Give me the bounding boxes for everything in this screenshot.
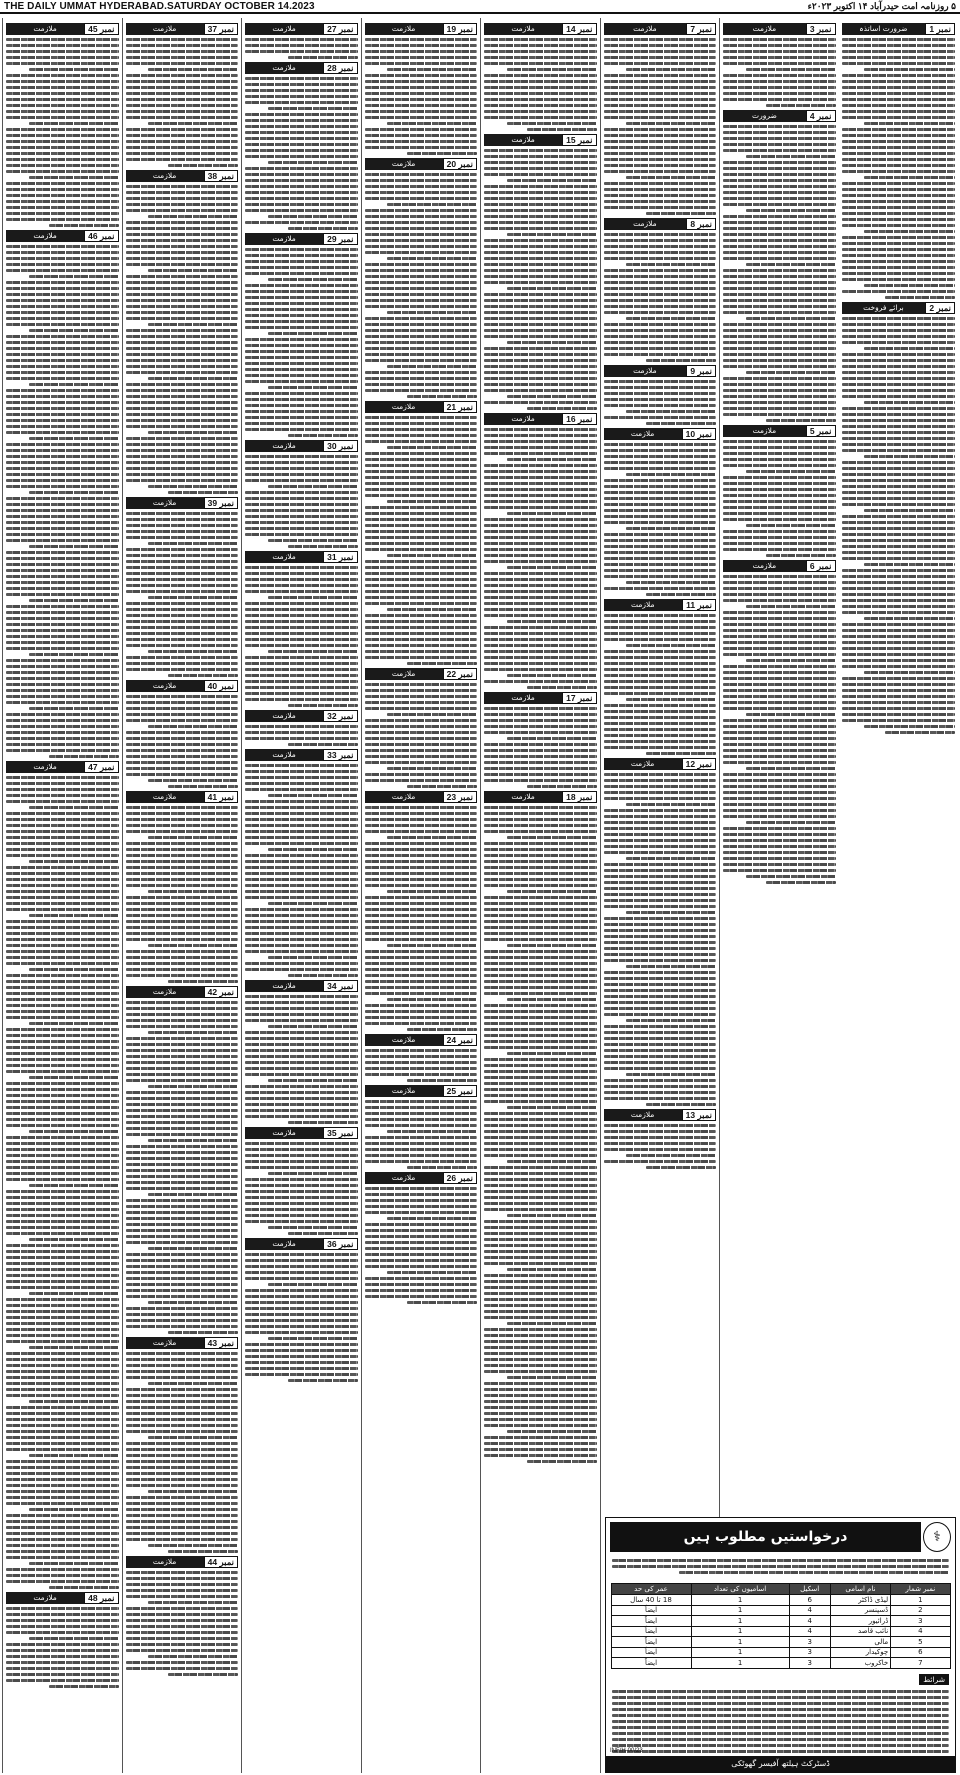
ad-number: نمبر 15 [562, 134, 596, 146]
column-2 [719, 18, 839, 1773]
table-cell: 6 [789, 1595, 830, 1606]
ad-body [604, 380, 717, 425]
masthead [0, 0, 960, 14]
ad-heading [245, 980, 358, 992]
ad-heading [6, 23, 119, 35]
ad-heading [6, 761, 119, 773]
ad-body [842, 38, 956, 299]
ad-category: ملازمت [245, 233, 323, 245]
ad-category: ملازمت [245, 710, 323, 722]
ad-category: ملازمت [484, 134, 562, 146]
ad-body [126, 1571, 239, 1676]
table-cell: لیڈی ڈاکٹر [830, 1595, 890, 1606]
job-ad-intro [606, 1552, 955, 1581]
ad-body [723, 125, 836, 422]
ad-category: ملازمت [484, 692, 562, 704]
ad-body [604, 614, 717, 755]
ad-category: ملازمت [484, 23, 562, 35]
ad-body [365, 1187, 478, 1304]
ad-heading [842, 23, 956, 35]
table-cell: 18 تا 40 سال [611, 1595, 691, 1606]
ad-heading [126, 680, 239, 692]
ad-body [365, 416, 478, 665]
table-cell: خاکروب [830, 1658, 890, 1669]
ad-body [604, 443, 717, 596]
ad-body [842, 317, 956, 734]
ad-category: ملازمت [365, 668, 443, 680]
table-row [611, 1658, 950, 1669]
job-table-header: اسکیل [789, 1584, 830, 1595]
column-4 [480, 18, 600, 1773]
ad-body [245, 38, 358, 59]
ad-body [126, 38, 239, 167]
ad-body [6, 1607, 119, 1688]
table-cell: 1 [691, 1605, 789, 1616]
ad-heading [245, 440, 358, 452]
ad-body [245, 77, 358, 230]
ad-category: ملازمت [604, 365, 687, 377]
ad-number: نمبر 34 [323, 980, 357, 992]
ad-category: ملازمت [604, 218, 687, 230]
ad-number: نمبر 33 [323, 749, 357, 761]
ad-category: ملازمت [245, 980, 323, 992]
ad-body [484, 149, 597, 410]
ad-body [604, 38, 717, 215]
column-3 [600, 18, 720, 1773]
ad-category: ملازمت [6, 230, 84, 242]
ad-category: ملازمت [245, 23, 323, 35]
table-cell: 4 [789, 1605, 830, 1616]
ad-heading [245, 1238, 358, 1250]
ad-category: ضرورت اساتذہ [842, 23, 926, 35]
column-1 [839, 18, 959, 1773]
ad-heading [245, 23, 358, 35]
job-ad-reference: INF/H-00/23 [610, 1748, 643, 1754]
ad-heading [6, 230, 119, 242]
ad-number: نمبر 42 [204, 986, 238, 998]
job-ad-title: درخواستیں مطلوب ہیں [610, 1522, 921, 1552]
ad-category: ملازمت [484, 791, 562, 803]
ad-body [126, 1352, 239, 1553]
ad-heading [365, 668, 478, 680]
ad-number: نمبر 35 [323, 1127, 357, 1139]
ad-category: ملازمت [245, 749, 323, 761]
table-cell: چوکیدار [830, 1647, 890, 1658]
ad-number: نمبر 8 [686, 218, 716, 230]
job-ad-footer: ڈسٹرکٹ ہیلتھ آفیسر گھوٹکی [606, 1756, 955, 1772]
ad-number: نمبر 11 [682, 599, 716, 611]
ad-category: ملازمت [245, 440, 323, 452]
table-cell: ڈسپنسر [830, 1605, 890, 1616]
table-cell: ایضاً [611, 1605, 691, 1616]
ad-heading [245, 710, 358, 722]
ad-heading [126, 170, 239, 182]
ad-heading [126, 986, 239, 998]
ad-category: ملازمت [365, 158, 443, 170]
ad-category: ملازمت [484, 413, 562, 425]
ad-number: نمبر 14 [562, 23, 596, 35]
ad-category: ملازمت [245, 1127, 323, 1139]
table-row [611, 1616, 950, 1627]
ad-number: نمبر 7 [686, 23, 716, 35]
ad-heading [126, 1337, 239, 1349]
ad-category: برائے فروخت [842, 302, 926, 314]
table-cell: 3 [789, 1658, 830, 1669]
ad-category: ملازمت [604, 23, 687, 35]
ad-number: نمبر 48 [84, 1592, 118, 1604]
ad-heading [245, 749, 358, 761]
column-7 [122, 18, 242, 1773]
table-cell: 1 [691, 1647, 789, 1658]
ad-heading [365, 1172, 478, 1184]
job-table-header: عمر کی حد [611, 1584, 691, 1595]
ad-number: نمبر 44 [204, 1556, 238, 1568]
ad-category: ملازمت [126, 1337, 204, 1349]
ad-number: نمبر 3 [806, 23, 836, 35]
ad-number: نمبر 23 [443, 791, 477, 803]
ad-heading [604, 599, 717, 611]
ad-heading [604, 758, 717, 770]
emblem-icon: ⚕ [923, 1522, 951, 1552]
ad-number: نمبر 38 [204, 170, 238, 182]
ad-number: نمبر 19 [443, 23, 477, 35]
ad-body [6, 776, 119, 1589]
ad-number: نمبر 40 [204, 680, 238, 692]
ad-number: نمبر 1 [925, 23, 955, 35]
table-row [611, 1626, 950, 1637]
ad-body [245, 248, 358, 437]
ad-body [365, 806, 478, 1031]
conditions-label: شرائط [919, 1674, 949, 1685]
table-cell: 5 [891, 1637, 950, 1648]
ad-body [723, 38, 836, 107]
ad-body [245, 1253, 358, 1382]
column-5 [361, 18, 481, 1773]
job-table [611, 1583, 951, 1669]
table-row [611, 1595, 950, 1606]
ad-number: نمبر 10 [682, 428, 716, 440]
ad-category: ملازمت [604, 1109, 682, 1121]
table-cell: 4 [891, 1626, 950, 1637]
ad-number: نمبر 25 [443, 1085, 477, 1097]
ad-heading [723, 560, 836, 572]
ad-body [6, 245, 119, 758]
ad-body [484, 38, 597, 131]
ad-category: ملازمت [604, 428, 682, 440]
ad-body [245, 566, 358, 707]
ad-number: نمبر 45 [84, 23, 118, 35]
ad-heading [723, 110, 836, 122]
ad-category: ملازمت [126, 680, 204, 692]
ad-body [126, 185, 239, 494]
ad-heading [126, 791, 239, 803]
ad-number: نمبر 29 [323, 233, 357, 245]
table-cell: 1 [691, 1658, 789, 1669]
masthead-urdu: ۵ روزنامہ امت حیدرآباد ۱۴ اکتوبر ۲۰۲۳ء [807, 0, 956, 11]
column-8 [2, 18, 122, 1773]
ad-number: نمبر 47 [84, 761, 118, 773]
ad-heading [365, 791, 478, 803]
column-6 [241, 18, 361, 1773]
ad-body [245, 1142, 358, 1235]
ad-heading [484, 413, 597, 425]
ad-body [365, 173, 478, 398]
ad-heading [6, 1592, 119, 1604]
ad-number: نمبر 39 [204, 497, 238, 509]
ad-number: نمبر 2 [925, 302, 955, 314]
ad-number: نمبر 37 [204, 23, 238, 35]
ad-heading [604, 1109, 717, 1121]
ad-heading [126, 1556, 239, 1568]
ad-category: ملازمت [365, 791, 443, 803]
ad-heading [723, 425, 836, 437]
ad-category: ملازمت [126, 23, 204, 35]
ad-category: ملازمت [365, 401, 443, 413]
ad-heading [723, 23, 836, 35]
ad-category: ملازمت [126, 986, 204, 998]
job-advertisement [605, 1517, 956, 1773]
ad-category: ملازمت [245, 1238, 323, 1250]
ad-heading [126, 23, 239, 35]
ad-body [245, 725, 358, 746]
table-cell: مالی [830, 1637, 890, 1648]
ad-body [723, 440, 836, 557]
ad-number: نمبر 22 [443, 668, 477, 680]
ad-number: نمبر 30 [323, 440, 357, 452]
table-row [611, 1637, 950, 1648]
ad-category: ملازمت [126, 497, 204, 509]
job-table-header: نام اسامی [830, 1584, 890, 1595]
ad-category: ملازمت [126, 170, 204, 182]
ad-heading [842, 302, 956, 314]
table-cell: 1 [691, 1616, 789, 1627]
ad-body [245, 455, 358, 548]
table-cell: ایضاً [611, 1637, 691, 1648]
ad-category: ملازمت [365, 1085, 443, 1097]
table-cell: نائب قاصد [830, 1626, 890, 1637]
table-cell: ڈرائیور [830, 1616, 890, 1627]
ad-category: ملازمت [365, 23, 443, 35]
ad-heading [604, 23, 717, 35]
ad-category: ملازمت [723, 425, 806, 437]
ad-body [245, 764, 358, 977]
ad-category: ملازمت [126, 791, 204, 803]
table-cell: 7 [891, 1658, 950, 1669]
table-row [611, 1605, 950, 1616]
ad-body [484, 428, 597, 689]
ad-number: نمبر 12 [682, 758, 716, 770]
ad-body [126, 1001, 239, 1334]
ad-body [604, 233, 717, 362]
ad-category: ملازمت [6, 761, 84, 773]
table-cell: 1 [691, 1595, 789, 1606]
classified-page [2, 18, 958, 1773]
ad-number: نمبر 36 [323, 1238, 357, 1250]
table-cell: 4 [789, 1626, 830, 1637]
ad-number: نمبر 17 [562, 692, 596, 704]
ad-heading [484, 134, 597, 146]
table-cell: 3 [789, 1647, 830, 1658]
table-row [611, 1647, 950, 1658]
ad-heading [365, 1085, 478, 1097]
table-cell: 1 [691, 1637, 789, 1648]
ad-category: ملازمت [604, 599, 683, 611]
ad-heading [484, 791, 597, 803]
ad-body [365, 683, 478, 788]
job-table-header: نمبر شمار [891, 1584, 950, 1595]
ad-body [365, 1100, 478, 1169]
ad-number: نمبر 13 [682, 1109, 716, 1121]
ad-number: نمبر 5 [806, 425, 836, 437]
ad-category: ملازمت [365, 1172, 443, 1184]
ad-heading [245, 551, 358, 563]
ad-body [723, 575, 836, 884]
ad-category: ملازمت [365, 1034, 443, 1046]
job-table-header: اسامیوں کی تعداد [691, 1584, 789, 1595]
table-cell: 4 [789, 1616, 830, 1627]
ad-heading [245, 1127, 358, 1139]
masthead-english: THE DAILY UMMAT HYDERABAD.SATURDAY OCTOBER 14.2023 [4, 0, 315, 12]
ad-heading [126, 497, 239, 509]
ad-category: ملازمت [6, 1592, 84, 1604]
ad-heading [484, 23, 597, 35]
table-cell: ایضاً [611, 1647, 691, 1658]
ad-number: نمبر 27 [323, 23, 357, 35]
ad-body [604, 1124, 717, 1169]
ad-number: نمبر 16 [562, 413, 596, 425]
ad-body [365, 1049, 478, 1082]
ad-heading [484, 692, 597, 704]
ad-body [126, 806, 239, 983]
ad-number: نمبر 20 [443, 158, 477, 170]
table-cell: ایضاً [611, 1616, 691, 1627]
ad-heading [245, 233, 358, 245]
ad-number: نمبر 6 [806, 560, 836, 572]
table-cell: 6 [891, 1647, 950, 1658]
ad-body [126, 695, 239, 788]
ad-number: نمبر 26 [443, 1172, 477, 1184]
ad-number: نمبر 32 [323, 710, 357, 722]
ad-number: نمبر 41 [204, 791, 238, 803]
ad-heading [604, 428, 717, 440]
ad-heading [245, 62, 358, 74]
ad-category: ملازمت [604, 758, 682, 770]
ad-heading [365, 23, 478, 35]
table-cell: 3 [789, 1637, 830, 1648]
ad-body [484, 806, 597, 1463]
ad-heading [604, 218, 717, 230]
ad-number: نمبر 24 [443, 1034, 477, 1046]
ad-body [604, 773, 717, 1106]
ad-number: نمبر 31 [323, 551, 357, 563]
ad-category: ملازمت [6, 23, 84, 35]
ad-number: نمبر 9 [686, 365, 716, 377]
ad-number: نمبر 21 [443, 401, 477, 413]
ad-category: ملازمت [245, 551, 323, 563]
ad-body [245, 995, 358, 1124]
ad-number: نمبر 4 [806, 110, 836, 122]
ad-number: نمبر 28 [323, 62, 357, 74]
ad-heading [604, 365, 717, 377]
ad-category: ملازمت [245, 62, 323, 74]
ad-category: ملازمت [723, 560, 806, 572]
ad-category: ملازمت [723, 23, 806, 35]
ad-heading [365, 158, 478, 170]
ad-body [365, 38, 478, 155]
table-cell: 2 [891, 1605, 950, 1616]
table-cell: 1 [891, 1595, 950, 1606]
ad-body [126, 512, 239, 677]
table-cell: 3 [891, 1616, 950, 1627]
ad-heading [365, 401, 478, 413]
ad-number: نمبر 43 [204, 1337, 238, 1349]
table-cell: ایضاً [611, 1658, 691, 1669]
ad-category: ملازمت [126, 1556, 204, 1568]
ad-heading [365, 1034, 478, 1046]
ad-body [484, 707, 597, 788]
ad-number: نمبر 46 [84, 230, 118, 242]
table-cell: 1 [691, 1626, 789, 1637]
ad-number: نمبر 18 [562, 791, 596, 803]
ad-body [6, 38, 119, 227]
ad-category: ضرورت [723, 110, 806, 122]
table-cell: ایضاً [611, 1626, 691, 1637]
